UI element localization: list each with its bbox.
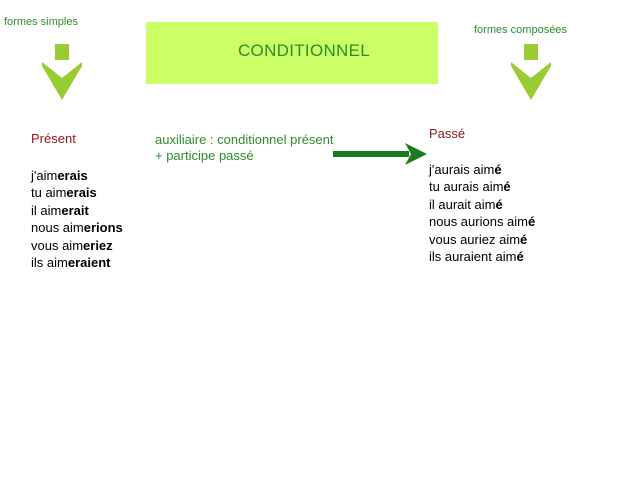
verb-stem: il aim [31, 202, 62, 218]
down-arrow-icon [511, 44, 551, 100]
down-arrow-icon [42, 44, 82, 100]
title-box [146, 22, 438, 84]
verb-stem: ils aim [31, 255, 68, 270]
formation-rule-line: + participe passé [155, 148, 254, 163]
conjugation-row [31, 237, 123, 255]
verb-stem: nous aim [31, 220, 84, 235]
verb-ending: erait [61, 202, 89, 218]
verb-ending: é [494, 161, 502, 177]
verb-ending: eraient [67, 255, 111, 270]
verb-stem: tu aurais aim [429, 179, 504, 194]
conjugation-row [31, 254, 123, 272]
conjugation-row [429, 196, 535, 214]
verb-stem: ils auraient aim [429, 249, 517, 264]
conjugation-row [429, 231, 535, 249]
passe-conjugation-list [429, 161, 535, 266]
passe-heading: Passé [429, 126, 466, 141]
conjugation-row [429, 213, 535, 231]
page-title: CONDITIONNEL [237, 41, 371, 60]
verb-ending: erais [66, 185, 97, 200]
verb-ending: erions [83, 220, 123, 235]
compound-forms-label: formes composées [474, 24, 567, 36]
verb-ending: é [516, 249, 524, 264]
right-arrow-icon [333, 142, 427, 166]
verb-stem: il aurait aim [429, 196, 496, 212]
present-conjugation-list [31, 167, 123, 272]
formation-rule-line: auxiliaire : conditionnel présent [155, 132, 334, 147]
verb-ending: é [520, 231, 528, 247]
verb-ending: é [528, 214, 536, 229]
verb-stem: nous aurions aim [429, 214, 528, 229]
verb-ending: erais [57, 167, 88, 183]
formation-rule [155, 132, 334, 164]
verb-stem: vous auriez aim [429, 231, 521, 247]
conjugation-row [31, 184, 123, 202]
verb-stem: tu aim [31, 185, 67, 200]
conjugation-row [31, 202, 123, 220]
present-column [31, 130, 123, 272]
present-heading: Présent [31, 131, 76, 146]
verb-ending: é [495, 196, 503, 212]
conjugation-row [31, 219, 123, 237]
conjugation-row [31, 167, 123, 185]
passe-column [429, 125, 535, 266]
simple-forms-label: formes simples [4, 16, 78, 28]
conjugation-row [429, 178, 535, 196]
conjugation-row [429, 248, 535, 266]
conjugation-row [429, 161, 535, 179]
verb-ending: é [503, 179, 511, 194]
verb-stem: vous aim [31, 237, 84, 253]
verb-ending: eriez [83, 237, 113, 253]
verb-stem: j'aim [31, 167, 58, 183]
verb-stem: j'aurais aim [429, 161, 495, 177]
